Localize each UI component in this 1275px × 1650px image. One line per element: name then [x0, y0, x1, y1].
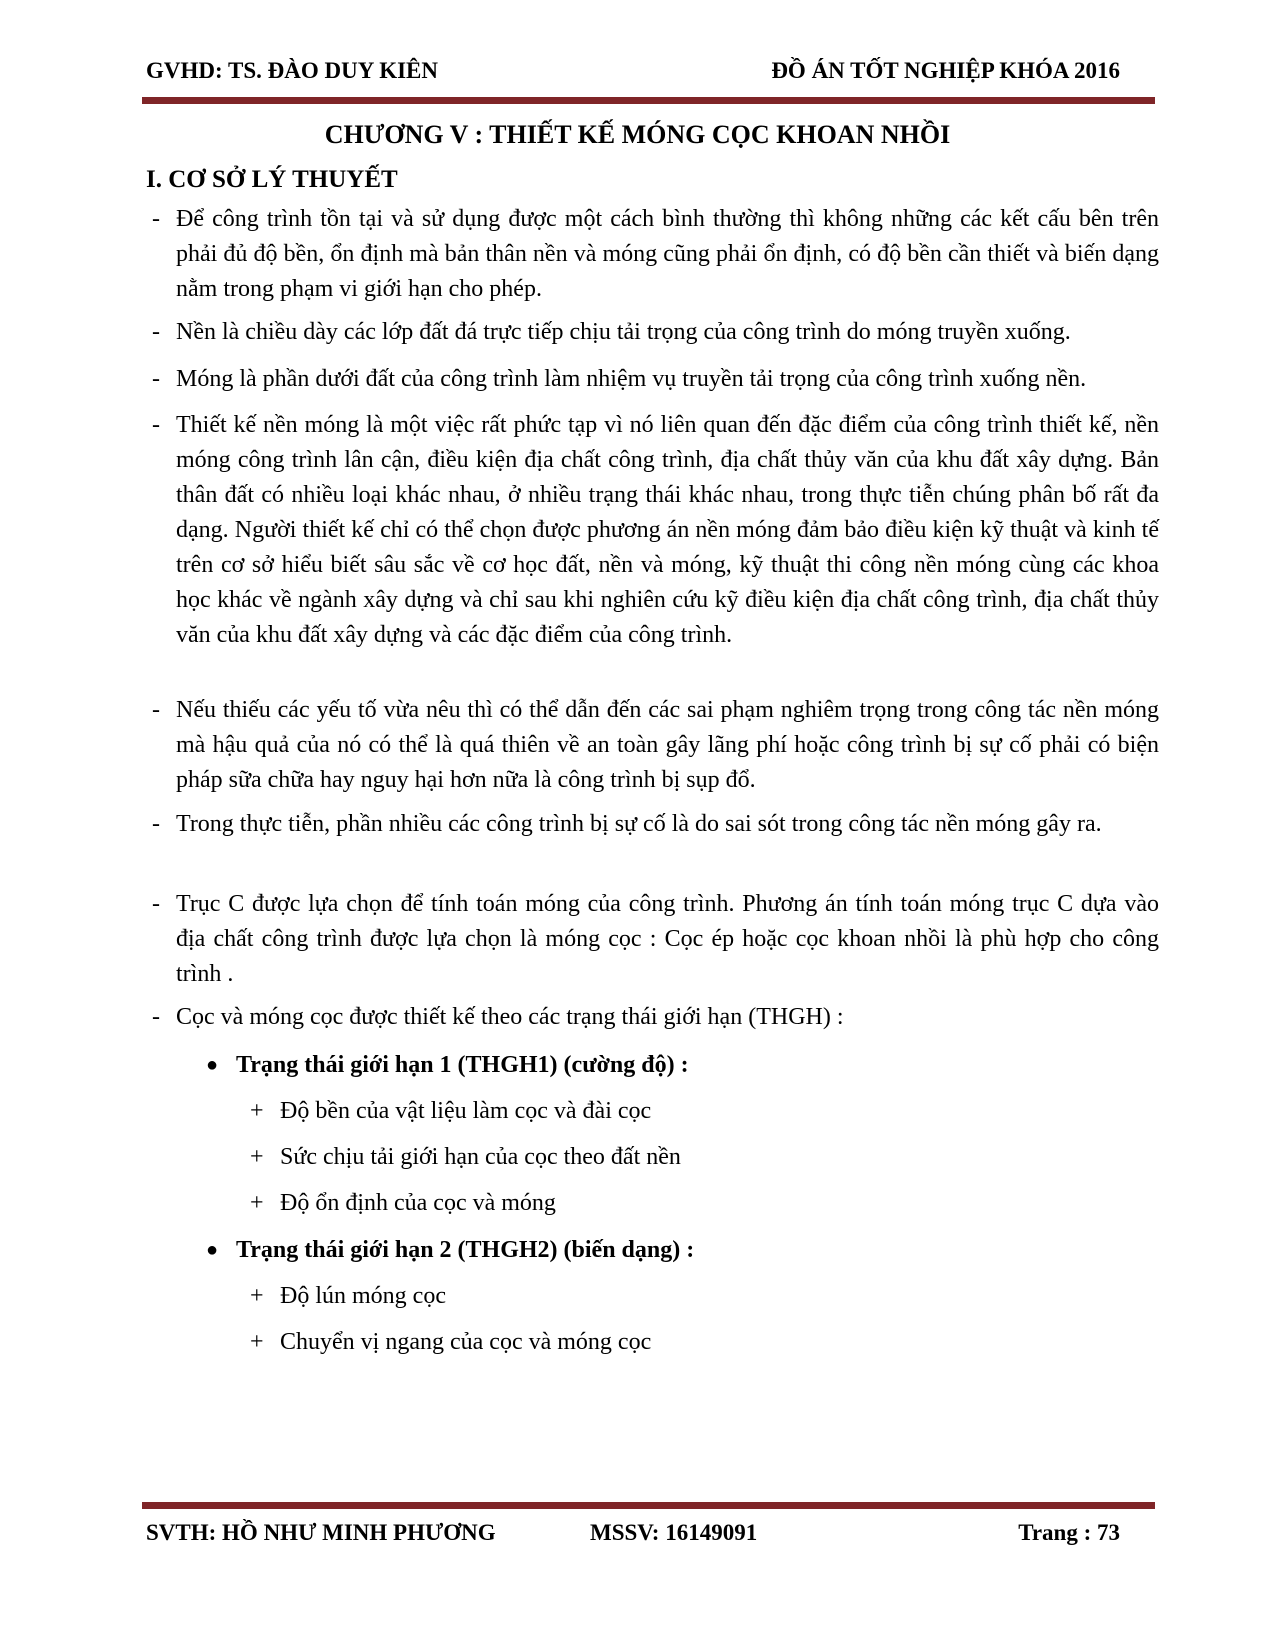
dash-marker: - [152, 697, 160, 723]
paragraph-text: Thiết kế nền móng là một việc rất phức tạp vì nó liên quan đến đặc điểm của công trình thiết kế, nền móng công trình lân cận, điều kiện địa chất công trình, địa chất thủy văn của khu đất xây dựng. Bản thân đất có nhiều loại khác nhau, ở nhiều trạng thái khác nhau, trong thực tiễn chúng phân bố rất đa dạng. Người thiết kế chỉ có thể chọn được phương án nền móng đảm bảo điều kiện kỹ thuật và kinh tế trên cơ sở hiểu biết sâu sắc về cơ học đất, nền và móng, kỹ thuật thi công nền móng cùng các khoa học khác về ngành xây dựng và chỉ sau khi nghiên cứu kỹ điều kiện địa chất công trình, địa chất thủy văn của khu đất xây dựng và các đặc điểm của công trình. [176, 412, 1159, 648]
paragraph-text: Trục C được lựa chọn để tính toán móng của công trình. Phương án tính toán móng trục C dựa vào địa chất công trình được lựa chọn là móng cọc : Cọc ép hoặc cọc khoan nhồi là phù hợp cho công trình . [176, 891, 1159, 987]
dash-marker: - [152, 206, 160, 232]
list-item [250, 1325, 651, 1360]
page-footer [146, 1520, 1120, 1554]
limit-state-heading [206, 1048, 689, 1083]
list-item [250, 1279, 446, 1314]
bullet-icon: ● [206, 1054, 219, 1076]
list-item [250, 1094, 651, 1129]
plus-icon: + [250, 1329, 264, 1355]
list-item-text: Độ bền của vật liệu làm cọc và đài cọc [280, 1098, 652, 1124]
paragraph [146, 202, 1159, 307]
list-item-text: Độ ổn định của cọc và móng [280, 1190, 556, 1216]
paragraph [146, 1000, 1159, 1035]
limit-state-heading [206, 1233, 694, 1268]
page-number: Trang : 73 [1018, 1520, 1120, 1545]
paragraph-text: Nền là chiều dày các lớp đất đá trực tiếp chịu tải trọng của công trình do móng truyền xuống. [176, 319, 1071, 345]
limit-state-title: Trạng thái giới hạn 2 (THGH2) (biến dạng) : [236, 1237, 695, 1263]
paragraph [146, 362, 1159, 397]
dash-marker: - [152, 1004, 160, 1030]
plus-icon: + [250, 1098, 264, 1124]
list-item-text: Độ lún móng cọc [280, 1283, 446, 1309]
dash-marker: - [152, 891, 160, 917]
header-divider [142, 97, 1155, 104]
dash-marker: - [152, 811, 160, 837]
paragraph [146, 408, 1159, 653]
list-item-text: Sức chịu tải giới hạn của cọc theo đất nền [280, 1144, 681, 1170]
list-item [250, 1186, 556, 1221]
page-header [146, 54, 1120, 88]
chapter-title: CHƯƠNG V : THIẾT KẾ MÓNG CỌC KHOAN NHỒI [324, 120, 951, 149]
plus-icon: + [250, 1144, 264, 1170]
paragraph [146, 887, 1159, 992]
plus-icon: + [250, 1283, 264, 1309]
list-item [250, 1140, 681, 1175]
advisor-label: GVHD: TS. ĐÀO DUY KIÊN [146, 58, 439, 83]
paragraph-text: Để công trình tồn tại và sử dụng được một cách bình thường thì không những các kết cấu bên trên phải đủ độ bền, ổn định mà bản thân nền và móng cũng phải ổn định, có độ bền cần thiết và biến dạng nằm trong phạm vi giới hạn cho phép. [176, 206, 1159, 302]
project-title-label: ĐỒ ÁN TỐT NGHIỆP KHÓA 2016 [771, 58, 1120, 83]
paragraph-text: Trong thực tiễn, phần nhiều các công trình bị sự cố là do sai sót trong công tác nền móng gây ra. [176, 811, 1102, 837]
limit-state-title: Trạng thái giới hạn 1 (THGH1) (cường độ) : [236, 1052, 689, 1078]
student-id: MSSV: 16149091 [590, 1520, 758, 1545]
paragraph [146, 315, 1159, 350]
dash-marker: - [152, 412, 160, 438]
paragraph [146, 807, 1159, 842]
dash-marker: - [152, 366, 160, 392]
paragraph-text: Nếu thiếu các yếu tố vừa nêu thì có thể dẫn đến các sai phạm nghiêm trọng trong công tác nền móng mà hậu quả của nó có thể là quá thiên về an toàn gây lãng phí hoặc công trình bị sự cố phải có biện pháp sữa chữa hay nguy hại hơn nữa là công trình bị sụp đổ. [176, 697, 1159, 793]
paragraph [146, 693, 1159, 798]
footer-divider [142, 1502, 1155, 1509]
student-name: SVTH: HỒ NHƯ MINH PHƯƠNG [146, 1520, 496, 1545]
section-title: I. CƠ SỞ LÝ THUYẾT [146, 166, 398, 193]
list-item-text: Chuyển vị ngang của cọc và móng cọc [280, 1329, 652, 1355]
dash-marker: - [152, 319, 160, 345]
bullet-icon: ● [206, 1239, 219, 1261]
paragraph-text: Móng là phần dưới đất của công trình làm nhiệm vụ truyền tải trọng của công trình xuống nền. [176, 366, 1087, 392]
plus-icon: + [250, 1190, 264, 1216]
paragraph-text: Cọc và móng cọc được thiết kế theo các trạng thái giới hạn (THGH) : [176, 1004, 844, 1030]
